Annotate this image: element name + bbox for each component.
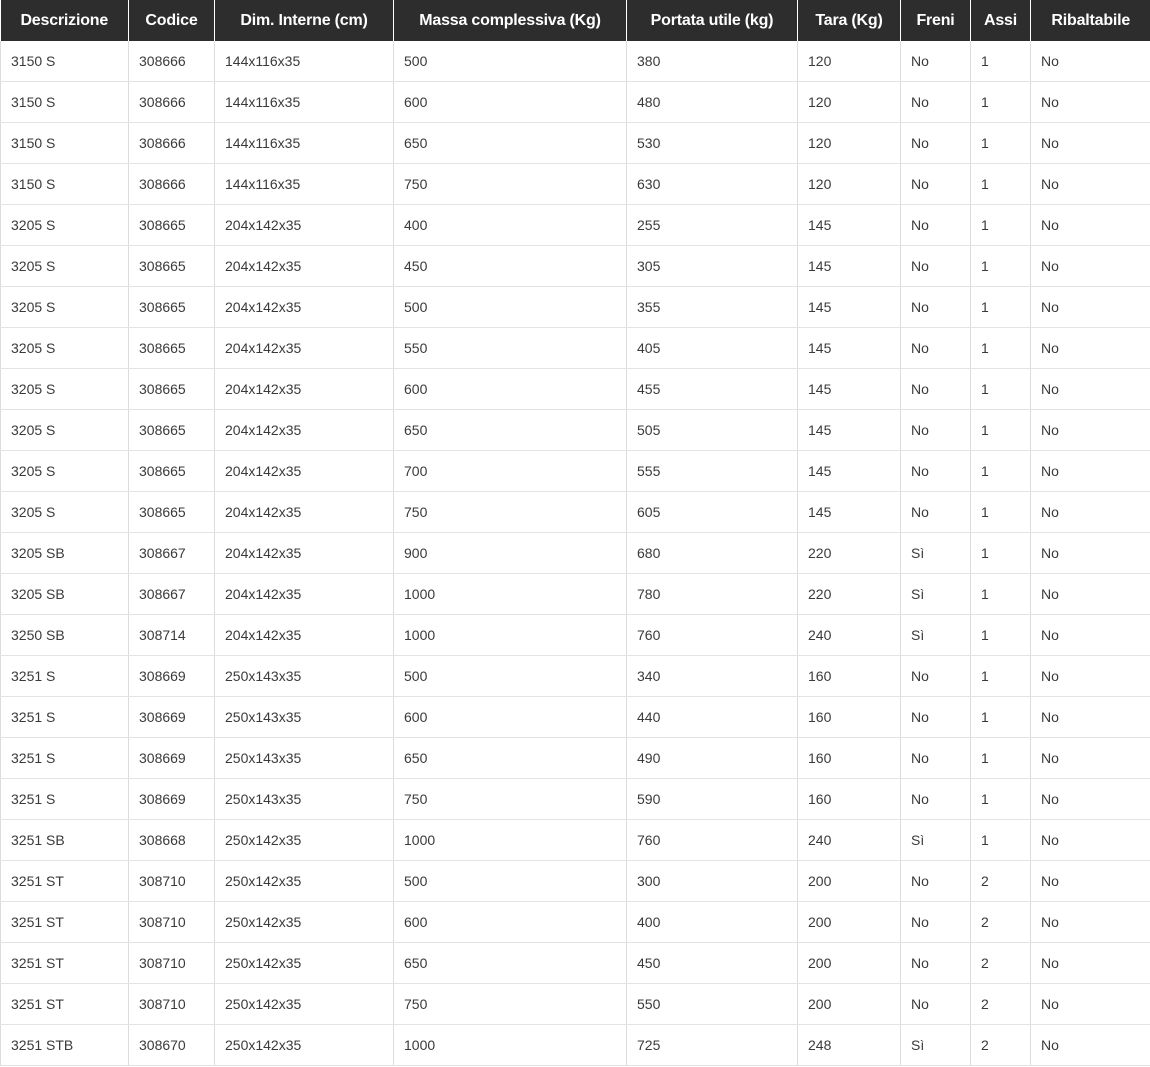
cell-ribaltabile: No [1031,410,1150,451]
cell-freni: No [901,164,971,205]
cell-codice: 308665 [129,328,215,369]
cell-freni: No [901,697,971,738]
cell-dim-interne: 250x142x35 [215,1025,394,1066]
cell-freni: No [901,861,971,902]
cell-massa-complessiva: 750 [394,492,627,533]
cell-freni: No [901,656,971,697]
cell-codice: 308666 [129,41,215,82]
cell-descrizione: 3150 S [1,123,129,164]
table-row [1,820,1150,861]
cell-freni: Sì [901,615,971,656]
cell-descrizione: 3205 SB [1,533,129,574]
table-row [1,246,1150,287]
cell-freni: No [901,779,971,820]
cell-assi: 1 [971,410,1031,451]
cell-portata-utile: 555 [627,451,798,492]
table-row [1,656,1150,697]
cell-portata-utile: 400 [627,902,798,943]
cell-descrizione: 3251 ST [1,902,129,943]
header-row [1,0,1150,41]
cell-assi: 2 [971,984,1031,1025]
cell-massa-complessiva: 600 [394,369,627,410]
cell-dim-interne: 204x142x35 [215,533,394,574]
cell-ribaltabile: No [1031,984,1150,1025]
column-header-codice: Codice [129,0,215,41]
cell-tara: 200 [798,861,901,902]
cell-portata-utile: 505 [627,410,798,451]
cell-assi: 1 [971,615,1031,656]
table-row [1,205,1150,246]
cell-dim-interne: 144x116x35 [215,164,394,205]
cell-massa-complessiva: 500 [394,287,627,328]
cell-ribaltabile: No [1031,369,1150,410]
cell-ribaltabile: No [1031,697,1150,738]
cell-codice: 308710 [129,984,215,1025]
cell-freni: Sì [901,820,971,861]
cell-dim-interne: 204x142x35 [215,205,394,246]
cell-massa-complessiva: 1000 [394,1025,627,1066]
cell-portata-utile: 680 [627,533,798,574]
cell-portata-utile: 630 [627,164,798,205]
cell-freni: No [901,984,971,1025]
table-row [1,738,1150,779]
cell-ribaltabile: No [1031,738,1150,779]
table-header [1,0,1150,41]
cell-dim-interne: 144x116x35 [215,123,394,164]
cell-assi: 1 [971,82,1031,123]
table-body [1,41,1150,1066]
cell-massa-complessiva: 600 [394,82,627,123]
cell-portata-utile: 605 [627,492,798,533]
cell-codice: 308669 [129,656,215,697]
cell-massa-complessiva: 600 [394,902,627,943]
table-row [1,615,1150,656]
cell-dim-interne: 204x142x35 [215,615,394,656]
cell-codice: 308666 [129,164,215,205]
cell-freni: No [901,902,971,943]
cell-dim-interne: 250x142x35 [215,861,394,902]
cell-massa-complessiva: 500 [394,41,627,82]
cell-codice: 308669 [129,697,215,738]
cell-descrizione: 3251 SB [1,820,129,861]
cell-assi: 1 [971,369,1031,410]
cell-dim-interne: 204x142x35 [215,451,394,492]
cell-massa-complessiva: 500 [394,656,627,697]
cell-dim-interne: 250x142x35 [215,820,394,861]
cell-descrizione: 3205 SB [1,574,129,615]
cell-tara: 220 [798,533,901,574]
cell-tara: 200 [798,902,901,943]
cell-tara: 200 [798,943,901,984]
cell-tara: 145 [798,328,901,369]
cell-portata-utile: 760 [627,820,798,861]
cell-tara: 240 [798,615,901,656]
cell-tara: 240 [798,820,901,861]
cell-ribaltabile: No [1031,533,1150,574]
cell-massa-complessiva: 650 [394,943,627,984]
cell-portata-utile: 255 [627,205,798,246]
cell-codice: 308667 [129,533,215,574]
cell-freni: No [901,943,971,984]
cell-dim-interne: 204x142x35 [215,287,394,328]
cell-ribaltabile: No [1031,287,1150,328]
cell-freni: Sì [901,533,971,574]
cell-assi: 2 [971,902,1031,943]
column-header-freni: Freni [901,0,971,41]
cell-descrizione: 3205 S [1,205,129,246]
cell-tara: 200 [798,984,901,1025]
cell-descrizione: 3205 S [1,492,129,533]
cell-assi: 1 [971,246,1031,287]
cell-ribaltabile: No [1031,451,1150,492]
cell-portata-utile: 725 [627,1025,798,1066]
cell-tara: 145 [798,369,901,410]
cell-codice: 308665 [129,369,215,410]
cell-dim-interne: 144x116x35 [215,41,394,82]
cell-dim-interne: 204x142x35 [215,574,394,615]
cell-massa-complessiva: 400 [394,205,627,246]
column-header-tara: Tara (Kg) [798,0,901,41]
table-row [1,328,1150,369]
cell-massa-complessiva: 1000 [394,820,627,861]
cell-ribaltabile: No [1031,328,1150,369]
cell-freni: No [901,492,971,533]
cell-tara: 145 [798,246,901,287]
cell-massa-complessiva: 650 [394,123,627,164]
cell-portata-utile: 480 [627,82,798,123]
column-header-portata-utile: Portata utile (kg) [627,0,798,41]
cell-tara: 248 [798,1025,901,1066]
cell-descrizione: 3150 S [1,82,129,123]
cell-portata-utile: 780 [627,574,798,615]
column-header-ribaltabile: Ribaltabile [1031,0,1150,41]
cell-dim-interne: 250x143x35 [215,779,394,820]
cell-assi: 1 [971,123,1031,164]
cell-assi: 1 [971,41,1031,82]
cell-portata-utile: 355 [627,287,798,328]
cell-portata-utile: 550 [627,984,798,1025]
cell-codice: 308666 [129,82,215,123]
cell-codice: 308669 [129,738,215,779]
cell-freni: No [901,82,971,123]
cell-descrizione: 3205 S [1,451,129,492]
cell-codice: 308669 [129,779,215,820]
cell-assi: 1 [971,533,1031,574]
cell-dim-interne: 250x143x35 [215,738,394,779]
cell-assi: 2 [971,943,1031,984]
table-row [1,984,1150,1025]
cell-freni: No [901,287,971,328]
cell-descrizione: 3205 S [1,328,129,369]
cell-tara: 145 [798,205,901,246]
cell-massa-complessiva: 1000 [394,615,627,656]
cell-freni: No [901,123,971,164]
column-header-assi: Assi [971,0,1031,41]
cell-codice: 308665 [129,246,215,287]
table-row [1,82,1150,123]
cell-tara: 160 [798,779,901,820]
cell-descrizione: 3251 S [1,656,129,697]
cell-ribaltabile: No [1031,205,1150,246]
table-row [1,164,1150,205]
table-row [1,492,1150,533]
cell-massa-complessiva: 750 [394,164,627,205]
cell-codice: 308665 [129,451,215,492]
table-row [1,41,1150,82]
table-row [1,697,1150,738]
cell-portata-utile: 300 [627,861,798,902]
cell-codice: 308667 [129,574,215,615]
cell-freni: No [901,369,971,410]
column-header-dim-interne: Dim. Interne (cm) [215,0,394,41]
cell-ribaltabile: No [1031,779,1150,820]
cell-ribaltabile: No [1031,123,1150,164]
cell-freni: No [901,410,971,451]
cell-freni: No [901,205,971,246]
cell-portata-utile: 760 [627,615,798,656]
cell-ribaltabile: No [1031,820,1150,861]
cell-assi: 1 [971,287,1031,328]
cell-assi: 1 [971,820,1031,861]
cell-assi: 1 [971,328,1031,369]
cell-dim-interne: 144x116x35 [215,82,394,123]
cell-tara: 160 [798,738,901,779]
cell-descrizione: 3205 S [1,410,129,451]
table-row [1,451,1150,492]
cell-assi: 1 [971,779,1031,820]
cell-descrizione: 3251 ST [1,861,129,902]
cell-descrizione: 3251 S [1,738,129,779]
cell-dim-interne: 204x142x35 [215,410,394,451]
cell-ribaltabile: No [1031,1025,1150,1066]
cell-massa-complessiva: 1000 [394,574,627,615]
cell-descrizione: 3205 S [1,369,129,410]
cell-codice: 308710 [129,943,215,984]
table-row [1,902,1150,943]
cell-portata-utile: 590 [627,779,798,820]
cell-codice: 308666 [129,123,215,164]
cell-dim-interne: 204x142x35 [215,246,394,287]
cell-ribaltabile: No [1031,82,1150,123]
cell-ribaltabile: No [1031,861,1150,902]
cell-dim-interne: 250x142x35 [215,943,394,984]
cell-ribaltabile: No [1031,164,1150,205]
cell-tara: 120 [798,41,901,82]
cell-portata-utile: 405 [627,328,798,369]
table-row [1,574,1150,615]
cell-massa-complessiva: 750 [394,779,627,820]
cell-freni: No [901,246,971,287]
cell-tara: 145 [798,451,901,492]
cell-freni: No [901,328,971,369]
cell-dim-interne: 204x142x35 [215,369,394,410]
cell-ribaltabile: No [1031,41,1150,82]
cell-portata-utile: 490 [627,738,798,779]
cell-assi: 1 [971,205,1031,246]
cell-portata-utile: 530 [627,123,798,164]
cell-freni: No [901,451,971,492]
cell-tara: 145 [798,492,901,533]
cell-massa-complessiva: 750 [394,984,627,1025]
table-row [1,779,1150,820]
cell-freni: No [901,738,971,779]
table-row [1,533,1150,574]
cell-freni: Sì [901,1025,971,1066]
cell-codice: 308665 [129,410,215,451]
cell-tara: 160 [798,656,901,697]
cell-freni: No [901,41,971,82]
table-row [1,123,1150,164]
cell-ribaltabile: No [1031,615,1150,656]
cell-freni: Sì [901,574,971,615]
cell-assi: 2 [971,1025,1031,1066]
cell-codice: 308714 [129,615,215,656]
table-row [1,369,1150,410]
cell-descrizione: 3251 ST [1,984,129,1025]
cell-massa-complessiva: 550 [394,328,627,369]
cell-portata-utile: 450 [627,943,798,984]
cell-descrizione: 3251 S [1,697,129,738]
cell-descrizione: 3150 S [1,41,129,82]
cell-descrizione: 3205 S [1,287,129,328]
cell-codice: 308670 [129,1025,215,1066]
cell-portata-utile: 455 [627,369,798,410]
cell-descrizione: 3150 S [1,164,129,205]
cell-codice: 308665 [129,492,215,533]
cell-ribaltabile: No [1031,656,1150,697]
cell-massa-complessiva: 450 [394,246,627,287]
cell-assi: 1 [971,451,1031,492]
cell-assi: 1 [971,492,1031,533]
cell-assi: 1 [971,697,1031,738]
cell-assi: 1 [971,574,1031,615]
cell-tara: 220 [798,574,901,615]
cell-assi: 1 [971,656,1031,697]
cell-ribaltabile: No [1031,492,1150,533]
table-row [1,1025,1150,1066]
cell-descrizione: 3251 ST [1,943,129,984]
cell-descrizione: 3250 SB [1,615,129,656]
cell-portata-utile: 305 [627,246,798,287]
cell-portata-utile: 340 [627,656,798,697]
cell-descrizione: 3251 S [1,779,129,820]
cell-massa-complessiva: 700 [394,451,627,492]
cell-codice: 308710 [129,902,215,943]
cell-ribaltabile: No [1031,574,1150,615]
cell-codice: 308710 [129,861,215,902]
cell-massa-complessiva: 500 [394,861,627,902]
cell-dim-interne: 204x142x35 [215,492,394,533]
column-header-massa-complessiva: Massa complessiva (Kg) [394,0,627,41]
cell-tara: 120 [798,123,901,164]
column-header-descrizione: Descrizione [1,0,129,41]
cell-portata-utile: 380 [627,41,798,82]
cell-tara: 120 [798,164,901,205]
table-row [1,410,1150,451]
cell-descrizione: 3205 S [1,246,129,287]
cell-ribaltabile: No [1031,902,1150,943]
cell-codice: 308665 [129,287,215,328]
cell-ribaltabile: No [1031,943,1150,984]
cell-codice: 308668 [129,820,215,861]
cell-dim-interne: 250x142x35 [215,902,394,943]
cell-massa-complessiva: 600 [394,697,627,738]
cell-ribaltabile: No [1031,246,1150,287]
cell-tara: 160 [798,697,901,738]
cell-dim-interne: 250x143x35 [215,697,394,738]
cell-massa-complessiva: 650 [394,738,627,779]
table-row [1,287,1150,328]
cell-assi: 1 [971,164,1031,205]
cell-descrizione: 3251 STB [1,1025,129,1066]
cell-portata-utile: 440 [627,697,798,738]
cell-massa-complessiva: 650 [394,410,627,451]
table-row [1,943,1150,984]
cell-tara: 145 [798,410,901,451]
cell-codice: 308665 [129,205,215,246]
cell-tara: 145 [798,287,901,328]
cell-tara: 120 [798,82,901,123]
cell-dim-interne: 250x143x35 [215,656,394,697]
cell-assi: 2 [971,861,1031,902]
cell-dim-interne: 204x142x35 [215,328,394,369]
cell-assi: 1 [971,738,1031,779]
table-row [1,861,1150,902]
cell-dim-interne: 250x142x35 [215,984,394,1025]
cell-massa-complessiva: 900 [394,533,627,574]
